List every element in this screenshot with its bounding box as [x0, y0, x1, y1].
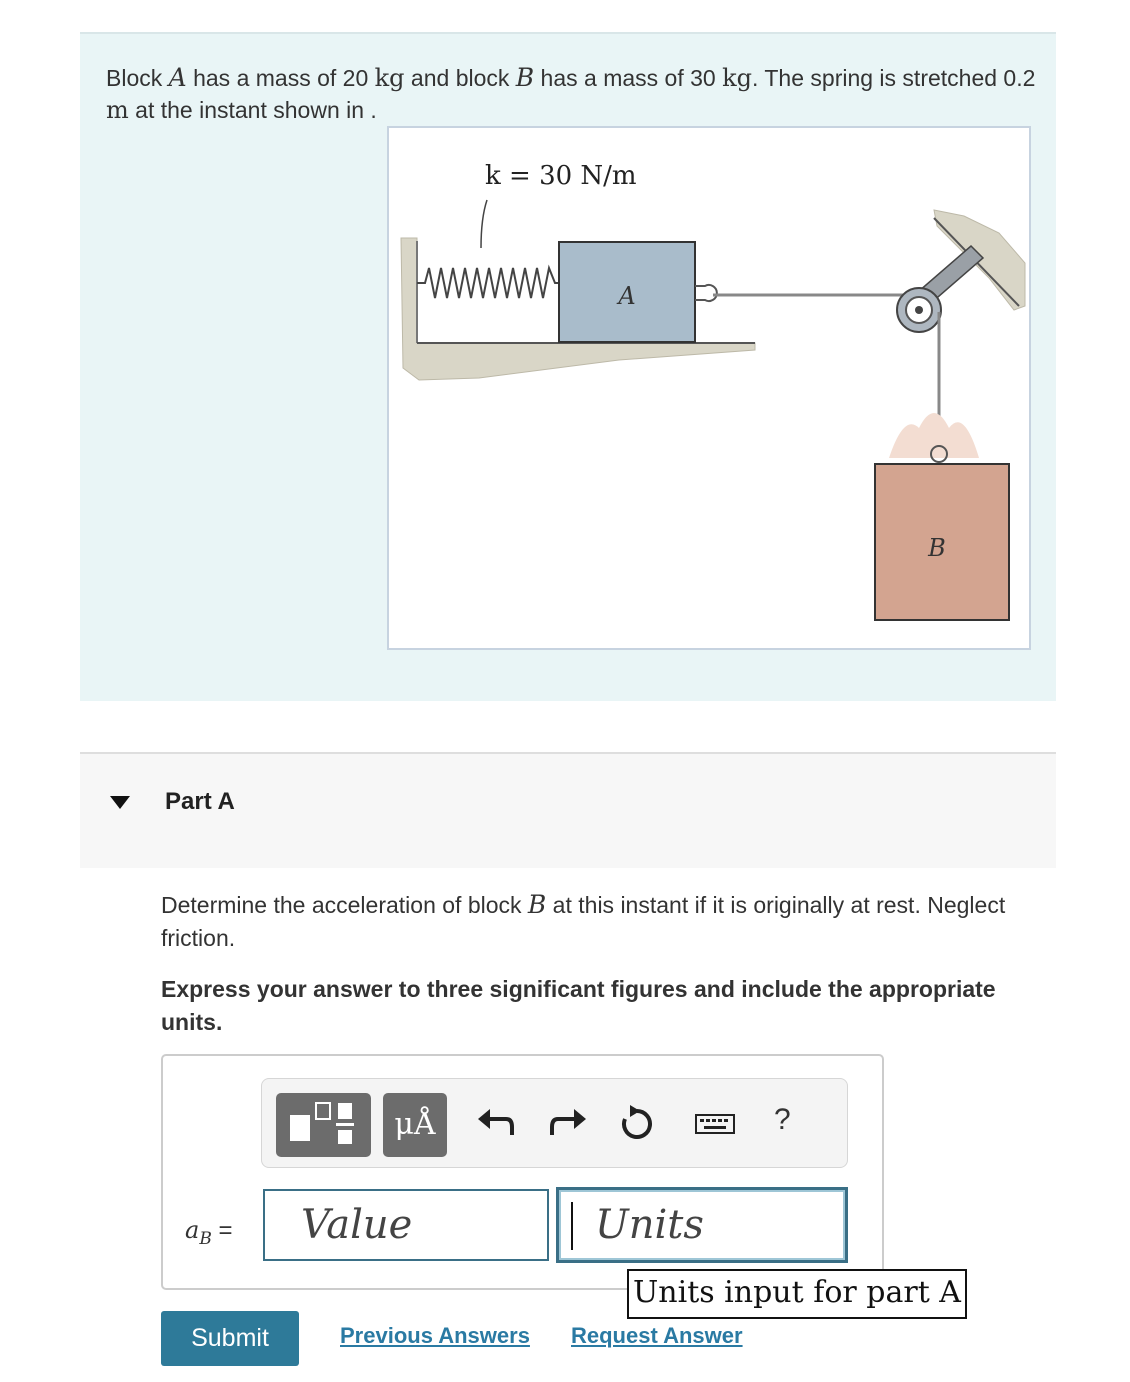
- part-a-header[interactable]: [80, 752, 1056, 868]
- collapse-caret-icon[interactable]: [110, 796, 130, 809]
- answer-variable-label: $a_B$ =: [185, 1216, 233, 1249]
- templates-button[interactable]: [276, 1093, 371, 1157]
- answer-box: [161, 1054, 884, 1290]
- part-title: Part A: [165, 788, 235, 815]
- request-answer-link[interactable]: Request Answer: [571, 1323, 743, 1348]
- answer-instruction: Express your answer to three significant figures and include the appropriate units.: [161, 976, 996, 1035]
- block-b-label: B: [928, 534, 946, 562]
- spring-constant-label: k = 30 N/m: [485, 161, 637, 191]
- undo-icon[interactable]: [474, 1101, 520, 1147]
- reset-icon[interactable]: [614, 1101, 660, 1147]
- submit-button[interactable]: Submit: [161, 1311, 299, 1366]
- block-a-label: A: [618, 282, 636, 310]
- units-input[interactable]: Units: [556, 1187, 848, 1263]
- math-toolbar: [261, 1078, 848, 1168]
- units-tooltip: Units input for part A: [627, 1269, 967, 1319]
- problem-panel: [80, 32, 1056, 701]
- text-cursor: [571, 1202, 573, 1250]
- units-button[interactable]: μÅ: [383, 1093, 447, 1157]
- problem-statement: Block A has a mass of 20 kg and block B has a mass of 30 kg. The spring is stretched 0.2 m at the instant shown in .: [106, 63, 1036, 124]
- previous-answers-link[interactable]: Previous Answers: [340, 1323, 530, 1348]
- problem-figure: [387, 126, 1031, 650]
- question-text: Determine the acceleration of block B at this instant if it is originally at rest. Neglect friction.: [161, 890, 1006, 951]
- spring-pulley-diagram: [389, 128, 1029, 648]
- redo-icon[interactable]: [544, 1101, 590, 1147]
- keyboard-icon[interactable]: [692, 1101, 738, 1147]
- value-input[interactable]: Value: [263, 1189, 549, 1261]
- help-button[interactable]: ?: [774, 1103, 791, 1136]
- spring: [417, 268, 559, 298]
- templates-icon: [276, 1093, 371, 1157]
